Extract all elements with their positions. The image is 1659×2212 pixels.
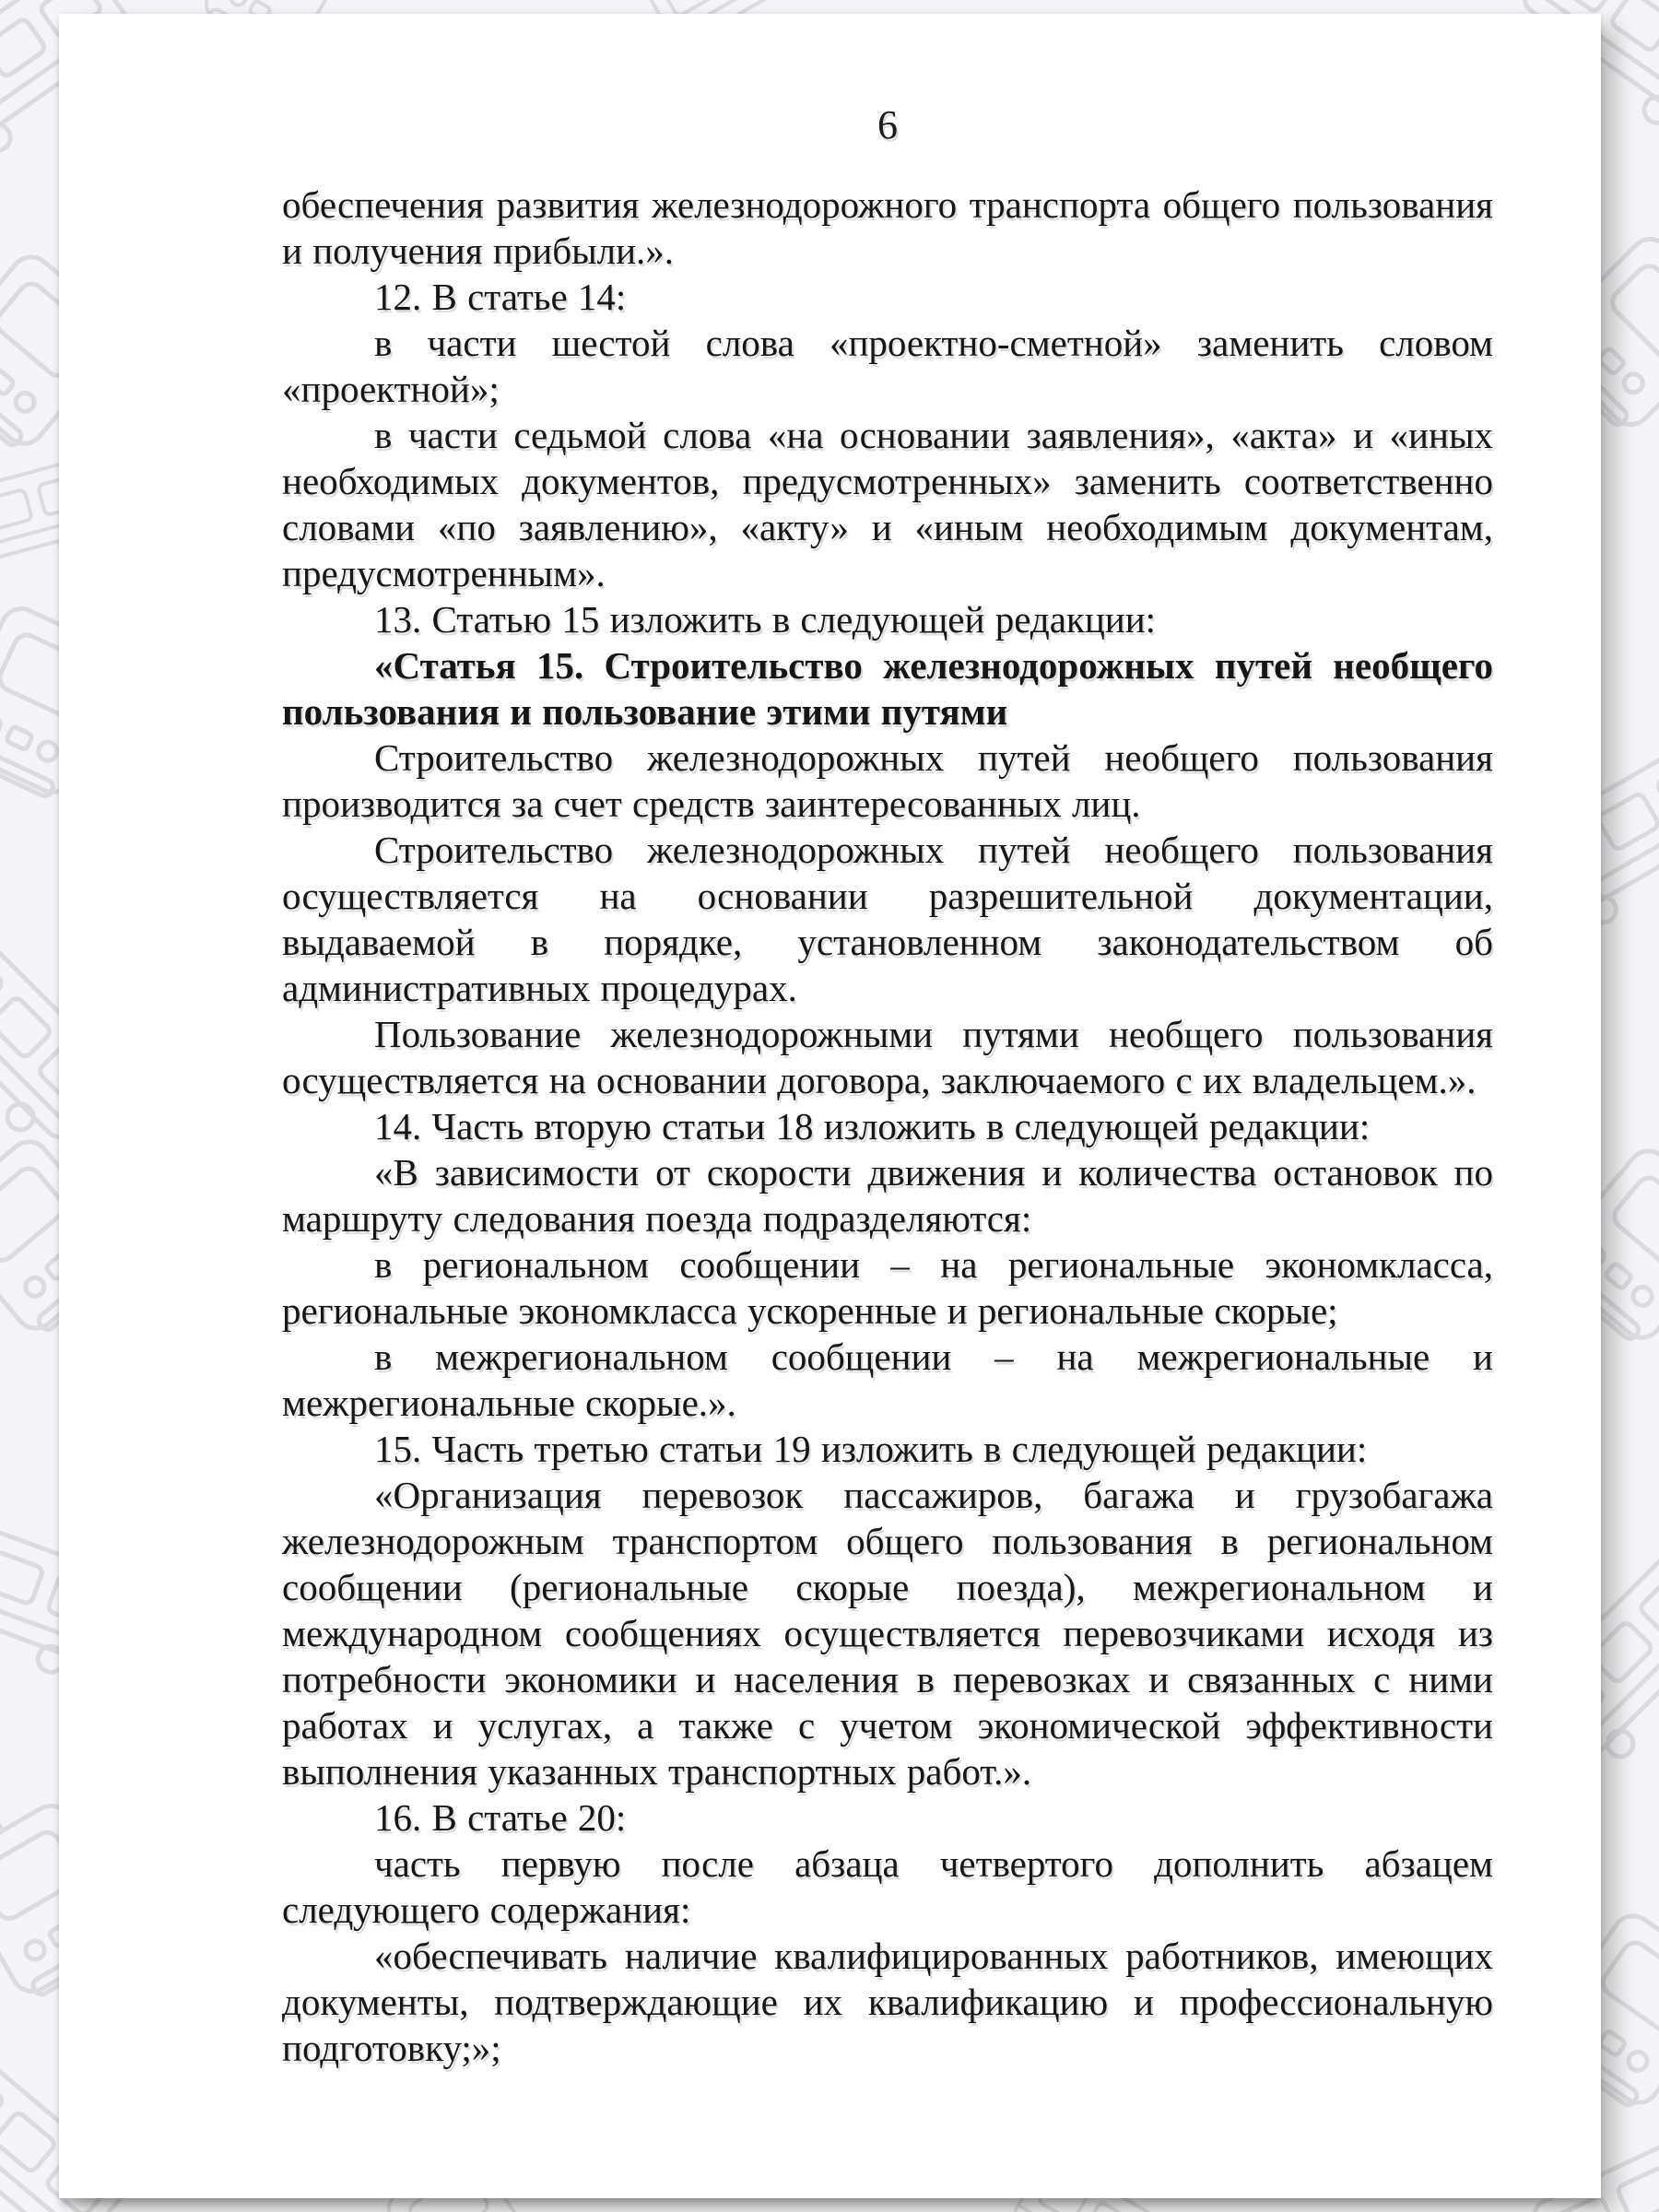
paragraph: обеспечения развития железнодорожного транспорта общего пользования и получения прибыли.». <box>282 183 1493 272</box>
paragraph: часть первую после абзаца четвертого дополнить абзацем следующего содержания: <box>282 1842 1493 1931</box>
paragraph: Строительство железнодорожных путей необщего пользования производится за счет средств заинтересованных лиц. <box>282 736 1493 825</box>
paragraph: 14. Часть вторую статьи 18 изложить в следующей редакции: <box>374 1105 1371 1147</box>
paragraph: «Статья 15. Строительство железнодорожных путей необщего пользования и пользование этими путями <box>282 644 1493 733</box>
paragraph: в межрегиональном сообщении – на межрегиональные и межрегиональные скорые.». <box>282 1335 1493 1424</box>
paragraph: «обеспечивать наличие квалифицированных работников, имеющих документы, подтверждающие их квалификацию и профессиональную подготовку;»; <box>282 1935 1493 2069</box>
paragraph: 15. Часть третью статьи 19 изложить в следующей редакции: <box>374 1428 1368 1470</box>
paragraph: Строительство железнодорожных путей необщего пользования осуществляется на основании разрешительной документации, выдаваемой в порядке, установленном законодательством об административных процедурах. <box>282 829 1493 1009</box>
paragraph: «В зависимости от скорости движения и количества остановок по маршруту следования поезда подразделяются: <box>282 1151 1493 1240</box>
paragraph: в части шестой слова «проектно-сметной» заменить словом «проектной»; <box>282 322 1493 410</box>
document-page <box>59 14 1601 2198</box>
page-number: 6 <box>877 102 898 147</box>
paragraph: «Организация перевозок пассажиров, багажа и грузобагажа железнодорожным транспортом общего пользования в региональном сообщении (региональные скорые поезда), межрегиональном и международном сообщениях осуществляется перевозчиками исходя из потребности экономики и населения в перевозках и связанных с ними работах и услугах, а также с учетом экономической эффективности выполнения указанных транспортных работ.». <box>282 1474 1493 1793</box>
paragraph: 16. В статье 20: <box>374 1796 627 1839</box>
paragraph: 12. В статье 14: <box>374 276 627 318</box>
paragraph: Пользование железнодорожными путями необщего пользования осуществляется на основании договора, заключаемого с их владельцем.». <box>282 1013 1493 1101</box>
document-body <box>282 182 1493 2071</box>
paragraph: 13. Статью 15 изложить в следующей редакции: <box>374 598 1157 641</box>
paragraph: в региональном сообщении – на региональные экономкласса, региональные экономкласса ускоренные и региональные скорые; <box>282 1243 1493 1332</box>
paragraph: в части седьмой слова «на основании заявления», «акта» и «иных необходимых документов, предусмотренных» заменить соответственно словами «по заявлению», «акту» и «иным необходимым документам, предусмотренным». <box>282 414 1493 594</box>
